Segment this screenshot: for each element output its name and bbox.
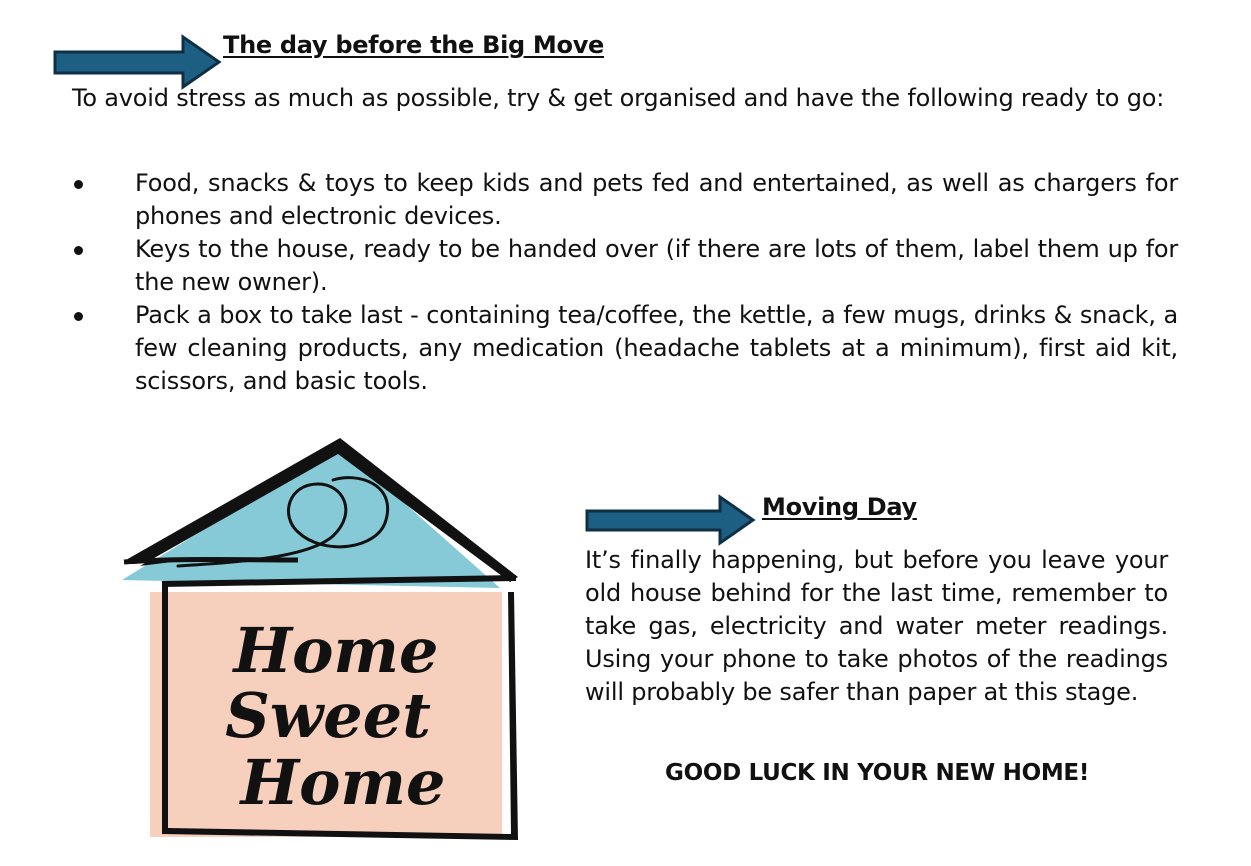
list-item xyxy=(72,299,1178,398)
section-heading-day-before: The day before the Big Move xyxy=(223,31,605,59)
arrow-right-icon xyxy=(585,494,757,546)
list-item-text: Pack a box to take last - containing tea/coffee, the kettle, a few mugs, drinks & snack, a few cleaning products, any medication (headache tablets at a minimum), first aid kit, scissors, and basic tools. xyxy=(135,301,1178,395)
list-item xyxy=(72,167,1178,233)
list-item xyxy=(72,233,1178,299)
section-heading-moving-day: Moving Day xyxy=(762,493,917,521)
bullet-icon xyxy=(74,246,83,255)
home-sweet-home-house-icon xyxy=(118,432,528,852)
home-word: Home xyxy=(233,614,439,687)
list-item-text: Food, snacks & toys to keep kids and pets fed and entertained, as well as chargers for phones and electronic devices. xyxy=(135,169,1178,230)
intro-paragraph: To avoid stress as much as possible, try & get organised and have the following ready to go: xyxy=(72,84,1165,112)
list-item-text: Keys to the house, ready to be handed over (if there are lots of them, label them up for the new owner). xyxy=(135,235,1178,296)
bullet-icon xyxy=(74,180,83,189)
closing-message: GOOD LUCK IN YOUR NEW HOME! xyxy=(664,760,1090,786)
checklist xyxy=(72,167,1178,398)
sweet-word: Sweet xyxy=(225,679,431,752)
bullet-icon xyxy=(74,312,83,321)
home-word: Home xyxy=(240,746,446,819)
moving-day-paragraph: It’s finally happening, but before you leave your old house behind for the last time, remember to take gas, electricity and water meter readings. Using your phone to take photos of the readings will probably be safer than paper at this stage. xyxy=(585,546,1168,706)
